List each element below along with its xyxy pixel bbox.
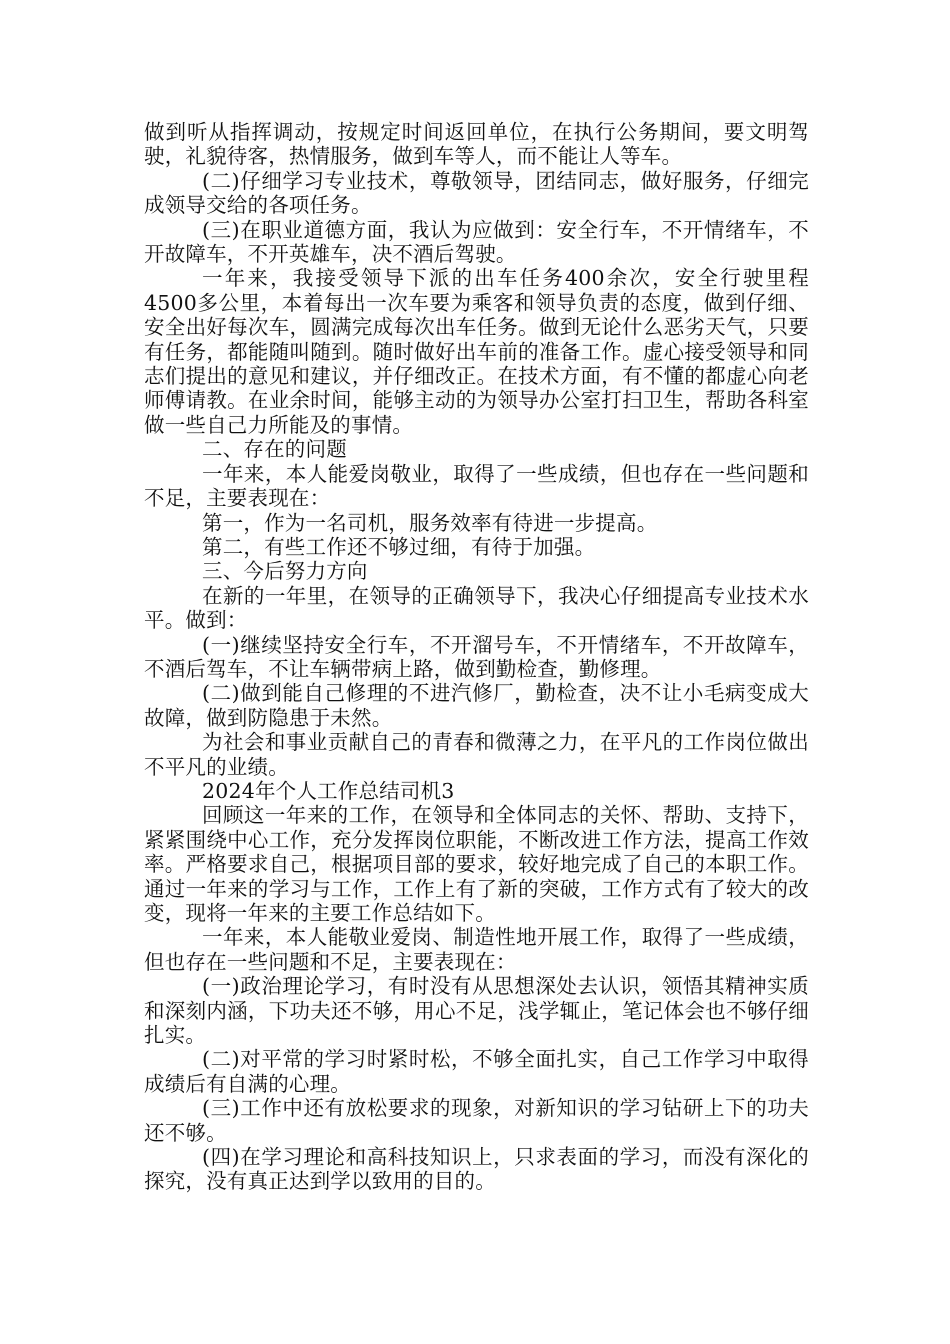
- paragraph: (二)仔细学习专业技术，尊敬领导，团结同志，做好服务，仔细完成领导交给的各项任务。: [144, 168, 809, 218]
- paragraph: (三)工作中还有放松要求的现象，对新知识的学习钻研上下的功夫还不够。: [144, 1096, 809, 1145]
- paragraph: 在新的一年里，在领导的正确领导下，我决心仔细提高专业技术水平。做到：: [144, 583, 809, 633]
- paragraph: 第二，有些工作还不够过细，有待于加强。: [202, 534, 596, 559]
- document-subtitle: 2024年个人工作总结司机3: [202, 778, 455, 803]
- paragraph: (二)对平常的学习时紧时松，不够全面扎实，自己工作学习中取得成绩后有自满的心理。: [144, 1047, 809, 1096]
- paragraph: (一)继续坚持安全行车，不开溜号车，不开情绪车，不开故障车，不酒后驾车，不让车辆带病上路，做到勤检查，勤修理。: [144, 632, 809, 681]
- paragraph: 做到听从指挥调动，按规定时间返回单位，在执行公务期间，要文明驾驶，礼貌待客，热情服务，做到车等人，而不能让人等车。: [144, 120, 809, 169]
- paragraph: 第一，作为一名司机，服务效率有待进一步提高。: [202, 510, 658, 535]
- document-body: [144, 120, 809, 1194]
- paragraph: 为社会和事业贡献自己的青春和微薄之力，在平凡的工作岗位做出不平凡的业绩。: [144, 730, 809, 779]
- paragraph: 一年来，本人能敬业爱岗、制造性地开展工作，取得了一些成绩，但也存在一些问题和不足，主要表现在：: [144, 925, 809, 974]
- section-heading: 三、今后努力方向: [202, 559, 368, 584]
- section-heading: 二、存在的问题: [202, 437, 347, 462]
- paragraph: (四)在学习理论和高科技知识上，只求表面的学习，而没有深化的探究，没有真正达到学以致用的目的。: [144, 1145, 809, 1194]
- paragraph: 一年来，我接受领导下派的出车任务400余次，安全行驶里程4500多公里，本着每出一次车要为乘客和领导负责的态度，做到仔细、安全出好每次车，圆满完成每次出车任务。做到无论什么恶劣天气，只要有任务，都能随叫随到。随时做好出车前的准备工作。虚心接受领导和同志们提出的意见和建议，并仔细改正。在技术方面，有不懂的都虚心向老师傅请教。在业余时间，能够主动的为领导办公室打扫卫生，帮助各科室做一些自己力所能及的事情。: [144, 266, 809, 437]
- paragraph: (三)在职业道德方面，我认为应做到：安全行车，不开情绪车，不开故障车，不开英雄车，决不酒后驾驶。: [144, 217, 809, 267]
- paragraph: (二)做到能自己修理的不进汽修厂，勤检查，决不让小毛病变成大故障，做到防隐患于未然。: [144, 681, 809, 730]
- paragraph: 回顾这一年来的工作，在领导和全体同志的关怀、帮助、支持下，紧紧围绕中心工作，充分发挥岗位职能，不断改进工作方法，提高工作效率。严格要求自己，根据项目部的要求，较好地完成了自己的本职工作。通过一年来的学习与工作，工作上有了新的突破，工作方式有了较大的改变，现将一年来的主要工作总结如下。: [144, 803, 809, 925]
- paragraph: (一)政治理论学习，有时没有从思想深处去认识，领悟其精神实质和深刻内涵，下功夫还不够，用心不足，浅学辄止，笔记体会也不够仔细扎实。: [144, 974, 809, 1048]
- paragraph: 一年来，本人能爱岗敬业，取得了一些成绩，但也存在一些问题和不足，主要表现在：: [144, 461, 809, 511]
